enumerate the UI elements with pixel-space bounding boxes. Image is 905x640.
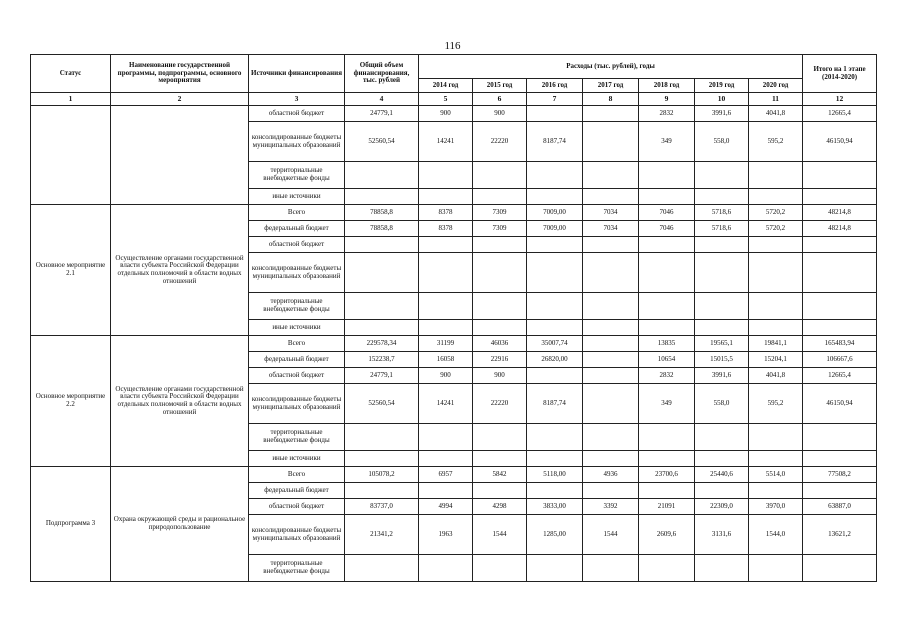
total-volume-cell: 52560,54 (345, 384, 419, 424)
funding-source: областной бюджет (249, 106, 345, 122)
column-index: 11 (749, 93, 803, 106)
year-value-cell: 558,0 (695, 384, 749, 424)
year-value-cell (583, 336, 639, 352)
year-value-cell: 7034 (583, 205, 639, 221)
total-volume-cell (345, 424, 419, 451)
year-value-cell (527, 237, 583, 253)
stage-total-cell (803, 320, 877, 336)
year-value-cell: 7046 (639, 221, 695, 237)
year-value-cell: 14241 (419, 384, 473, 424)
funding-source: областной бюджет (249, 368, 345, 384)
year-value-cell (695, 162, 749, 189)
year-value-cell (639, 293, 695, 320)
year-value-cell (583, 483, 639, 499)
total-volume-cell (345, 162, 419, 189)
funding-source: консолидированные бюджеты муниципальных образований (249, 515, 345, 555)
year-value-cell: 7009,00 (527, 221, 583, 237)
year-value-cell (749, 320, 803, 336)
year-value-cell: 4041,8 (749, 368, 803, 384)
total-volume-cell (345, 320, 419, 336)
year-value-cell (473, 483, 527, 499)
year-value-cell: 1963 (419, 515, 473, 555)
total-volume-cell (345, 253, 419, 293)
year-value-cell: 1285,00 (527, 515, 583, 555)
year-value-cell: 5118,00 (527, 467, 583, 483)
total-volume-cell (345, 483, 419, 499)
year-value-cell (583, 253, 639, 293)
year-value-cell (473, 237, 527, 253)
year-value-cell: 5718,6 (695, 221, 749, 237)
total-volume-cell: 21341,2 (345, 515, 419, 555)
year-value-cell (695, 424, 749, 451)
stage-total-cell (803, 424, 877, 451)
year-value-cell: 3833,00 (527, 499, 583, 515)
header-year: 2016 год (527, 79, 583, 93)
year-value-cell: 7034 (583, 221, 639, 237)
year-value-cell (473, 451, 527, 467)
year-value-cell: 7309 (473, 205, 527, 221)
stage-total-cell: 46150,94 (803, 384, 877, 424)
column-index: 9 (639, 93, 695, 106)
year-value-cell: 5720,2 (749, 205, 803, 221)
year-value-cell: 10654 (639, 352, 695, 368)
year-value-cell: 3991,6 (695, 368, 749, 384)
year-value-cell: 5842 (473, 467, 527, 483)
year-value-cell (527, 320, 583, 336)
year-value-cell (583, 368, 639, 384)
funding-source: территориальные внебюджетные фонды (249, 555, 345, 582)
year-value-cell (419, 555, 473, 582)
year-value-cell: 22309,0 (695, 499, 749, 515)
year-value-cell (527, 189, 583, 205)
year-value-cell (583, 451, 639, 467)
year-value-cell (749, 424, 803, 451)
year-value-cell (749, 483, 803, 499)
funding-source: консолидированные бюджеты муниципальных образований (249, 122, 345, 162)
column-index: 5 (419, 93, 473, 106)
table-row (31, 467, 877, 483)
year-value-cell (473, 293, 527, 320)
year-value-cell: 3970,0 (749, 499, 803, 515)
stage-total-cell: 48214,8 (803, 205, 877, 221)
year-value-cell: 595,2 (749, 122, 803, 162)
year-value-cell: 1544 (473, 515, 527, 555)
year-value-cell (583, 122, 639, 162)
year-value-cell: 4298 (473, 499, 527, 515)
year-value-cell: 3392 (583, 499, 639, 515)
header-name: Наименование государственной программы, подпрограммы, основного мероприятия (111, 55, 249, 93)
funding-source: иные источники (249, 320, 345, 336)
year-value-cell (527, 162, 583, 189)
year-value-cell: 16058 (419, 352, 473, 368)
year-value-cell (473, 555, 527, 582)
funding-source: федеральный бюджет (249, 483, 345, 499)
total-volume-cell: 105078,2 (345, 467, 419, 483)
year-value-cell: 595,2 (749, 384, 803, 424)
row-program-name: Осуществление органами государственной власти субъекта Российской Федерации отдельных полномочий в области водных отношений (111, 205, 249, 336)
year-value-cell (639, 451, 695, 467)
funding-source: территориальные внебюджетные фонды (249, 293, 345, 320)
stage-total-cell (803, 237, 877, 253)
year-value-cell: 2832 (639, 106, 695, 122)
year-value-cell (473, 189, 527, 205)
budget-table (30, 54, 877, 582)
stage-total-cell: 48214,8 (803, 221, 877, 237)
year-value-cell (695, 293, 749, 320)
stage-total-cell (803, 483, 877, 499)
year-value-cell (639, 162, 695, 189)
year-value-cell: 23700,6 (639, 467, 695, 483)
column-index: 2 (111, 93, 249, 106)
total-volume-cell: 52560,54 (345, 122, 419, 162)
year-value-cell: 31199 (419, 336, 473, 352)
funding-source: федеральный бюджет (249, 352, 345, 368)
stage-total-cell (803, 555, 877, 582)
column-index: 6 (473, 93, 527, 106)
year-value-cell (749, 555, 803, 582)
funding-source: территориальные внебюджетные фонды (249, 162, 345, 189)
page-number: 116 (444, 40, 461, 52)
year-value-cell (583, 106, 639, 122)
year-value-cell (527, 483, 583, 499)
year-value-cell (419, 483, 473, 499)
year-value-cell (583, 162, 639, 189)
year-value-cell (639, 189, 695, 205)
year-value-cell: 4936 (583, 467, 639, 483)
header-year: 2020 год (749, 79, 803, 93)
row-status: Подпрограмма 3 (31, 467, 111, 582)
year-value-cell: 8187,74 (527, 122, 583, 162)
funding-source: иные источники (249, 451, 345, 467)
column-index: 10 (695, 93, 749, 106)
year-value-cell (583, 320, 639, 336)
year-value-cell (695, 483, 749, 499)
year-value-cell: 22220 (473, 122, 527, 162)
year-value-cell (527, 555, 583, 582)
total-volume-cell: 24779,1 (345, 368, 419, 384)
year-value-cell (749, 189, 803, 205)
year-value-cell (749, 237, 803, 253)
year-value-cell: 26820,00 (527, 352, 583, 368)
year-value-cell: 8378 (419, 221, 473, 237)
stage-total-cell (803, 293, 877, 320)
year-value-cell: 900 (419, 106, 473, 122)
year-value-cell: 22916 (473, 352, 527, 368)
stage-total-cell: 165483,94 (803, 336, 877, 352)
year-value-cell: 13835 (639, 336, 695, 352)
row-program-name: Осуществление органами государственной власти субъекта Российской Федерации отдельных полномочий в области водных отношений (111, 336, 249, 467)
year-value-cell (583, 293, 639, 320)
year-value-cell (583, 384, 639, 424)
table-body (31, 106, 877, 582)
total-volume-cell (345, 189, 419, 205)
total-volume-cell: 78858,8 (345, 221, 419, 237)
year-value-cell (749, 162, 803, 189)
year-value-cell: 558,0 (695, 122, 749, 162)
column-index: 3 (249, 93, 345, 106)
total-volume-cell: 83737,0 (345, 499, 419, 515)
year-value-cell (639, 424, 695, 451)
total-volume-cell (345, 293, 419, 320)
year-value-cell: 900 (419, 368, 473, 384)
year-value-cell (583, 424, 639, 451)
year-value-cell (419, 162, 473, 189)
row-status: Основное мероприятие 2.2 (31, 336, 111, 467)
year-value-cell: 7009,00 (527, 205, 583, 221)
year-value-cell (419, 189, 473, 205)
year-value-cell: 19841,1 (749, 336, 803, 352)
year-value-cell: 35007,74 (527, 336, 583, 352)
year-value-cell (419, 320, 473, 336)
year-value-cell (695, 189, 749, 205)
column-index: 4 (345, 93, 419, 106)
year-value-cell (639, 555, 695, 582)
funding-source: консолидированные бюджеты муниципальных образований (249, 384, 345, 424)
year-value-cell (583, 237, 639, 253)
stage-total-cell: 46150,94 (803, 122, 877, 162)
funding-source: Всего (249, 336, 345, 352)
header-year: 2018 год (639, 79, 695, 93)
year-value-cell: 46036 (473, 336, 527, 352)
year-value-cell: 349 (639, 122, 695, 162)
year-value-cell (527, 368, 583, 384)
year-value-cell (527, 424, 583, 451)
year-value-cell (639, 253, 695, 293)
header-year: 2015 год (473, 79, 527, 93)
year-value-cell: 3991,6 (695, 106, 749, 122)
column-index: 7 (527, 93, 583, 106)
stage-total-cell: 12665,4 (803, 106, 877, 122)
stage-total-cell: 63887,0 (803, 499, 877, 515)
header-status: Статус (31, 55, 111, 93)
funding-source: областной бюджет (249, 499, 345, 515)
column-index: 8 (583, 93, 639, 106)
year-value-cell (473, 253, 527, 293)
year-value-cell (527, 293, 583, 320)
year-value-cell: 5720,2 (749, 221, 803, 237)
header-year: 2019 год (695, 79, 749, 93)
stage-total-cell: 13621,2 (803, 515, 877, 555)
row-status (31, 106, 111, 205)
year-value-cell: 5718,6 (695, 205, 749, 221)
year-value-cell: 25440,6 (695, 467, 749, 483)
year-value-cell (419, 451, 473, 467)
total-volume-cell: 78858,8 (345, 205, 419, 221)
year-value-cell (473, 320, 527, 336)
year-value-cell (583, 189, 639, 205)
year-value-cell (639, 320, 695, 336)
header-year: 2014 год (419, 79, 473, 93)
year-value-cell: 900 (473, 106, 527, 122)
year-value-cell (473, 162, 527, 189)
year-value-cell (419, 293, 473, 320)
funding-source: иные источники (249, 189, 345, 205)
year-value-cell: 2609,6 (639, 515, 695, 555)
total-volume-cell: 24779,1 (345, 106, 419, 122)
year-value-cell (639, 483, 695, 499)
stage-total-cell: 77508,2 (803, 467, 877, 483)
year-value-cell (419, 424, 473, 451)
stage-total-cell: 106667,6 (803, 352, 877, 368)
year-value-cell (583, 555, 639, 582)
year-value-cell (695, 237, 749, 253)
year-value-cell (695, 253, 749, 293)
year-value-cell (419, 237, 473, 253)
year-value-cell (695, 451, 749, 467)
year-value-cell: 15015,5 (695, 352, 749, 368)
year-value-cell: 3131,6 (695, 515, 749, 555)
year-value-cell (527, 451, 583, 467)
total-volume-cell: 229578,34 (345, 336, 419, 352)
year-value-cell: 900 (473, 368, 527, 384)
stage-total-cell: 12665,4 (803, 368, 877, 384)
year-value-cell: 5514,0 (749, 467, 803, 483)
header-year: 2017 год (583, 79, 639, 93)
year-value-cell: 14241 (419, 122, 473, 162)
header-total-stage: Итого на 1 этапе (2014-2020) (803, 55, 877, 93)
year-value-cell (527, 253, 583, 293)
total-volume-cell (345, 237, 419, 253)
header-total-volume: Общий объем финансирования, тыс. рублей (345, 55, 419, 93)
stage-total-cell (803, 253, 877, 293)
row-program-name: Охрана окружающей среды и рациональное природопользование (111, 467, 249, 582)
table-row (31, 336, 877, 352)
row-program-name (111, 106, 249, 205)
total-volume-cell (345, 555, 419, 582)
year-value-cell: 22220 (473, 384, 527, 424)
year-value-cell (527, 106, 583, 122)
table-row (31, 205, 877, 221)
year-value-cell: 4041,8 (749, 106, 803, 122)
column-index: 1 (31, 93, 111, 106)
table-row (31, 106, 877, 122)
year-value-cell (695, 320, 749, 336)
year-value-cell (695, 555, 749, 582)
stage-total-cell (803, 189, 877, 205)
year-value-cell (473, 424, 527, 451)
year-value-cell (749, 293, 803, 320)
total-volume-cell: 152238,7 (345, 352, 419, 368)
year-value-cell: 4994 (419, 499, 473, 515)
year-value-cell: 6957 (419, 467, 473, 483)
year-value-cell (419, 253, 473, 293)
funding-source: территориальные внебюджетные фонды (249, 424, 345, 451)
funding-source: Всего (249, 205, 345, 221)
row-status: Основное мероприятие 2.1 (31, 205, 111, 336)
year-value-cell: 19565,1 (695, 336, 749, 352)
year-value-cell: 1544 (583, 515, 639, 555)
year-value-cell: 349 (639, 384, 695, 424)
year-value-cell: 2832 (639, 368, 695, 384)
year-value-cell: 15204,1 (749, 352, 803, 368)
year-value-cell: 1544,0 (749, 515, 803, 555)
year-value-cell (639, 237, 695, 253)
total-volume-cell (345, 451, 419, 467)
header-sources: Источники финансирования (249, 55, 345, 93)
year-value-cell (583, 352, 639, 368)
funding-source: областной бюджет (249, 237, 345, 253)
column-index: 12 (803, 93, 877, 106)
header-expenses: Расходы (тыс. рублей), годы (419, 55, 803, 79)
year-value-cell: 8378 (419, 205, 473, 221)
table-header (31, 55, 877, 106)
funding-source: федеральный бюджет (249, 221, 345, 237)
year-value-cell: 21091 (639, 499, 695, 515)
stage-total-cell (803, 451, 877, 467)
year-value-cell: 7309 (473, 221, 527, 237)
funding-source: консолидированные бюджеты муниципальных образований (249, 253, 345, 293)
year-value-cell: 8187,74 (527, 384, 583, 424)
stage-total-cell (803, 162, 877, 189)
year-value-cell (749, 451, 803, 467)
year-value-cell (749, 253, 803, 293)
year-value-cell: 7046 (639, 205, 695, 221)
funding-source: Всего (249, 467, 345, 483)
